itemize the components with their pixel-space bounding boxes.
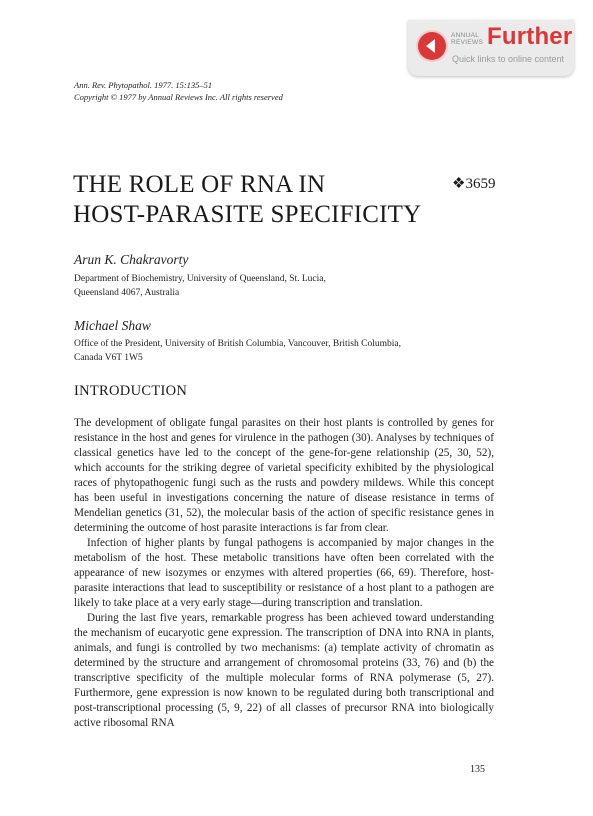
author-name: Michael Shaw bbox=[74, 318, 151, 333]
citation-copyright-line: Copyright © 1977 by Annual Reviews Inc. All rights reserved bbox=[74, 92, 283, 102]
paragraph: Infection of higher plants by fungal pathogens is accompanied by major changes in the metabolism of the host. These metabolic transitions have often been correlated with the appearance of new isozymes or enzymes with altered properties (66, 69). Therefore, host-parasite interactions that lead to susceptibility or resistance of a host plant to a pathogen are likely to take place at a very early stage—during transcription and translation. bbox=[74, 537, 494, 609]
section-heading: INTRODUCTION bbox=[74, 383, 188, 399]
citation-header bbox=[74, 79, 283, 103]
title-line-1: THE ROLE OF RNA IN bbox=[73, 171, 326, 198]
article-code: ❖3659 bbox=[452, 176, 496, 192]
paragraph: During the last five years, remarkable progress has been achieved toward understanding the mechanism of eucaryotic gene expression. The transcription of DNA into RNA in plants, animals, and fungi is controlled by two mechanisms: (a) template activity of chromatin as determined by the structure and arrangement of chromosomal proteins (33, 76) and (b) the transcriptive specificity of the multiple molecular forms of RNA polymerase (5, 27). Furthermore, gene expression is now known to be regulated during both transcriptional and post-transcriptional processing (5, 9, 22) of all classes of precursor RNA into biologically active ribosomal RNA bbox=[74, 612, 494, 729]
paragraph: The development of obligate fungal parasites on their host plants is controlled by genes for resistance in the host and genes for virulence in the pathogen (30). Analyses by techniques of classical genetics have led to the concept of the gene-for-gene relationship (25, 30, 52), which accounts for the striking degree of varietal specificity exhibited by the physiological races of phytopathogenic fungi such as the rusts and powdery mildews. While this concept has been useful in investigations concerning the nature of disease resistance in terms of Mendelian genetics (31, 52), the molecular basis of the action of specific resistance genes in determining the outcome of host parasite interactions is far from clear. bbox=[74, 417, 494, 534]
article-title bbox=[73, 170, 421, 230]
author-affiliation bbox=[74, 337, 401, 365]
affiliation-line: Department of Biochemistry, University of Queensland, St. Lucia, bbox=[74, 274, 326, 284]
page-number: 135 bbox=[470, 764, 485, 775]
further-logo-word: Further bbox=[487, 23, 573, 50]
author-affiliation bbox=[74, 272, 326, 300]
citation-journal-line: Ann. Rev. Phytopathol. 1977. 15:135–51 bbox=[74, 80, 213, 90]
brand-annual: ANNUAL bbox=[451, 32, 480, 39]
brand-reviews: REVIEWS bbox=[451, 39, 484, 46]
title-line-2: HOST-PARASITE SPECIFICITY bbox=[73, 201, 422, 228]
annual-reviews-logo-text bbox=[451, 32, 483, 46]
further-quick-links-badge[interactable] bbox=[408, 20, 574, 76]
affiliation-line: Queensland 4067, Australia bbox=[74, 288, 180, 298]
affiliation-line: Canada V6T 1W5 bbox=[74, 353, 143, 363]
affiliation-line: Office of the President, University of British Columbia, Vancouver, British Columbia, bbox=[74, 339, 401, 349]
quick-links-tagline: Quick links to online content bbox=[452, 54, 565, 64]
author-name: Arun K. Chakravorty bbox=[74, 252, 189, 267]
left-arrow-icon bbox=[418, 32, 446, 60]
body-text bbox=[74, 416, 494, 731]
